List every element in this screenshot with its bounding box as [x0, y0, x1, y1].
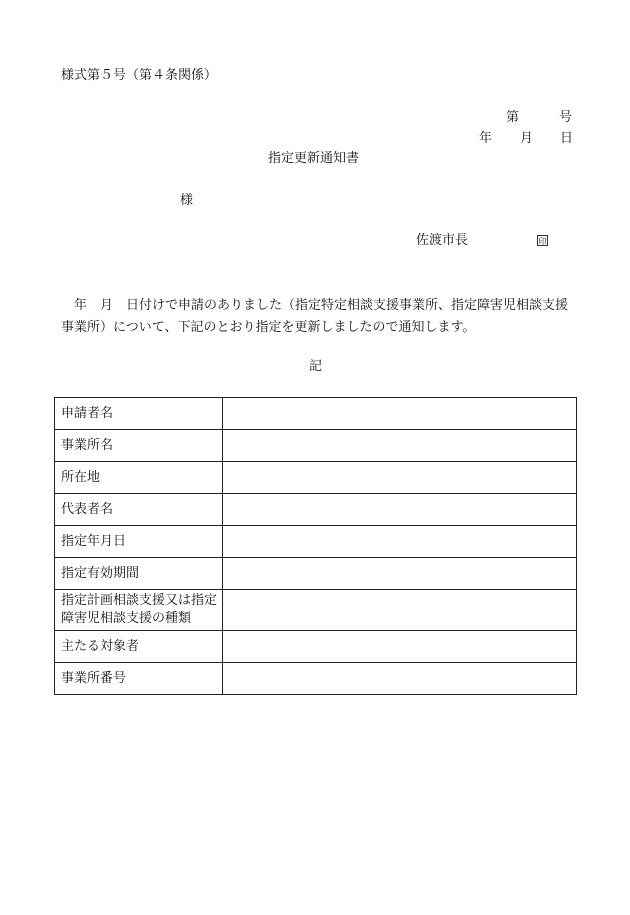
- table-label-cell: 事業所番号: [55, 663, 223, 695]
- table-value-cell: [223, 558, 577, 590]
- table-label-cell: 指定年月日: [55, 526, 223, 558]
- table-value-cell: [223, 462, 577, 494]
- table-label-cell: 指定有効期間: [55, 558, 223, 590]
- table-label-cell: 代表者名: [55, 494, 223, 526]
- document-number-go: 号: [559, 110, 573, 125]
- table-row: [55, 558, 577, 590]
- seal-icon: 印: [538, 237, 547, 246]
- table-label-cell: 主たる対象者: [55, 631, 223, 663]
- table-row: [55, 526, 577, 558]
- table-value-cell: [223, 590, 577, 631]
- addressee-honorific: 様: [180, 193, 194, 208]
- table-row: [55, 590, 577, 631]
- date-month-label: 月: [520, 131, 534, 146]
- table-value-cell: [223, 663, 577, 695]
- table-row: [55, 494, 577, 526]
- info-table: [54, 397, 577, 695]
- document-number-dai: 第: [506, 110, 520, 125]
- table-label-cell: 申請者名: [55, 398, 223, 430]
- form-number: 様式第５号（第４条関係）: [61, 68, 218, 83]
- table-row: [55, 430, 577, 462]
- table-row: [55, 462, 577, 494]
- table-row: [55, 631, 577, 663]
- table-value-cell: [223, 526, 577, 558]
- document-title: 指定更新通知書: [268, 151, 360, 166]
- date-year-label: 年: [479, 131, 493, 146]
- issuer-name: 佐渡市長: [416, 233, 469, 248]
- table-label-cell: 事業所名: [55, 430, 223, 462]
- table-value-cell: [223, 430, 577, 462]
- table-label-cell: 所在地: [55, 462, 223, 494]
- date-day-label: 日: [560, 131, 574, 146]
- ki-heading: 記: [309, 359, 323, 374]
- table-value-cell: [223, 398, 577, 430]
- table-value-cell: [223, 631, 577, 663]
- table-value-cell: [223, 494, 577, 526]
- table-row: [55, 663, 577, 695]
- table-row: [55, 398, 577, 430]
- notification-body-text: 年 月 日付けで申請のありました（指定特定相談支援事業所、指定障害児相談支援事業所）について、下記のとおり指定を更新しましたので通知します。: [61, 298, 569, 335]
- table-label-cell: 指定計画相談支援又は指定障害児相談支援の種類: [55, 590, 223, 631]
